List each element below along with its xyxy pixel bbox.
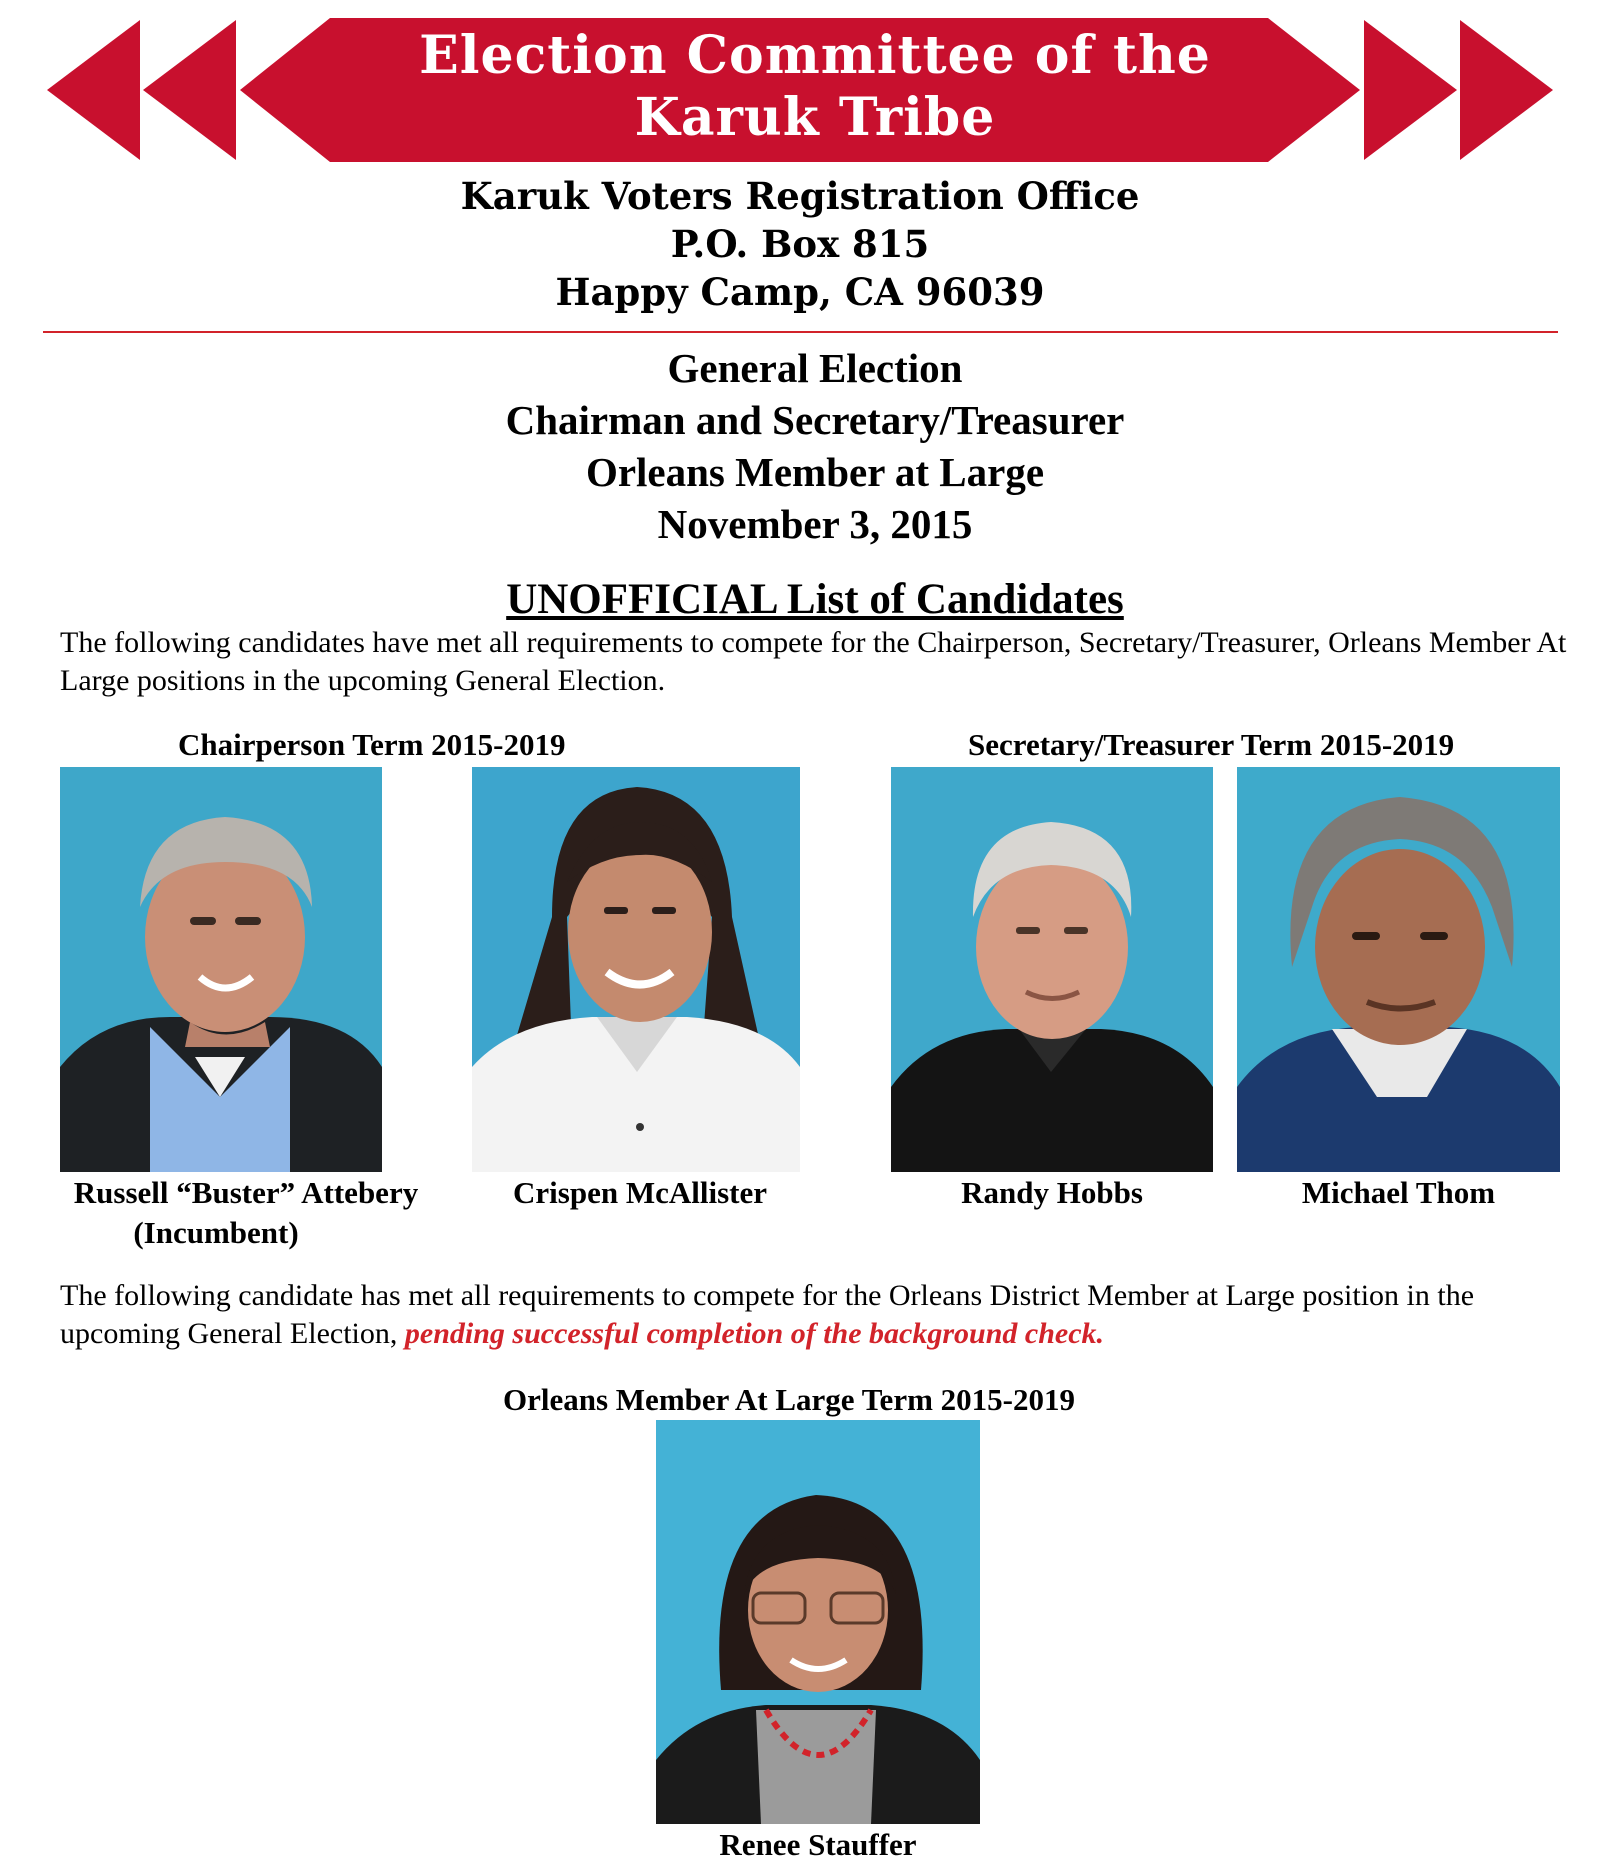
left-arrow-inner	[143, 20, 236, 160]
portrait-hobbs	[891, 767, 1213, 1172]
candidate-photo-hobbs	[891, 767, 1213, 1172]
election-date: November 3, 2015	[657, 501, 973, 547]
orleans-text-main: The following candidate has met all requirements to compete for the Orleans District Member at Large position in the upcoming General Election,	[60, 1279, 1475, 1350]
candidate-photo-thom	[1237, 767, 1560, 1172]
portrait-thom	[1237, 767, 1560, 1172]
office-address	[300, 172, 1300, 316]
portrait-attebery	[60, 767, 382, 1172]
list-title: UNOFFICIAL List of Candidates	[506, 576, 1124, 623]
intro-text: The following candidates have met all requirements to compete for the Chairperson, Secretary/Treasurer, Orleans Member At Large positions in the upcoming General Election.	[60, 626, 1567, 697]
candidate-name-mcallister: Crispen McAllister	[513, 1175, 767, 1210]
candidate-photo-stauffer	[656, 1420, 980, 1824]
candidate-name-stauffer: Renee Stauffer	[719, 1827, 917, 1862]
candidate-name-attebery: Russell “Buster” Attebery	[73, 1175, 419, 1210]
office-city: Happy Camp, CA 96039	[555, 270, 1045, 314]
election-type: General Election	[667, 345, 963, 391]
election-member: Orleans Member at Large	[585, 449, 1045, 495]
header-banner	[0, 0, 1601, 175]
candidate-note-attebery: (Incumbent)	[133, 1215, 299, 1250]
banner-title-line1: Election Committee of the	[419, 25, 1211, 86]
candidate-name-thom: Michael Thom	[1301, 1175, 1496, 1210]
portrait-stauffer	[656, 1420, 980, 1824]
orleans-label: Orleans Member At Large Term 2015-2019	[503, 1382, 1075, 1417]
election-offices: Chairman and Secretary/Treasurer	[505, 397, 1125, 443]
orleans-text	[60, 1277, 1570, 1353]
divider	[43, 331, 1558, 333]
office-po-box: P.O. Box 815	[670, 222, 930, 266]
banner-title	[290, 25, 1340, 149]
secretary-label: Secretary/Treasurer Term 2015-2019	[968, 727, 1455, 762]
portrait-mcallister	[472, 767, 800, 1172]
candidate-name-hobbs: Randy Hobbs	[961, 1175, 1143, 1210]
right-arrow-inner	[1364, 20, 1457, 160]
candidate-photo-attebery	[60, 767, 382, 1172]
orleans-pending-note: pending successful completion of the background check.	[404, 1317, 1105, 1350]
office-name: Karuk Voters Registration Office	[460, 174, 1140, 218]
right-arrow-outer	[1460, 20, 1553, 160]
banner-title-line2: Karuk Tribe	[634, 87, 996, 148]
candidate-photo-mcallister	[472, 767, 800, 1172]
election-heading	[300, 342, 1330, 550]
chairperson-label: Chairperson Term 2015-2019	[178, 727, 566, 762]
left-arrow-outer	[47, 20, 140, 160]
